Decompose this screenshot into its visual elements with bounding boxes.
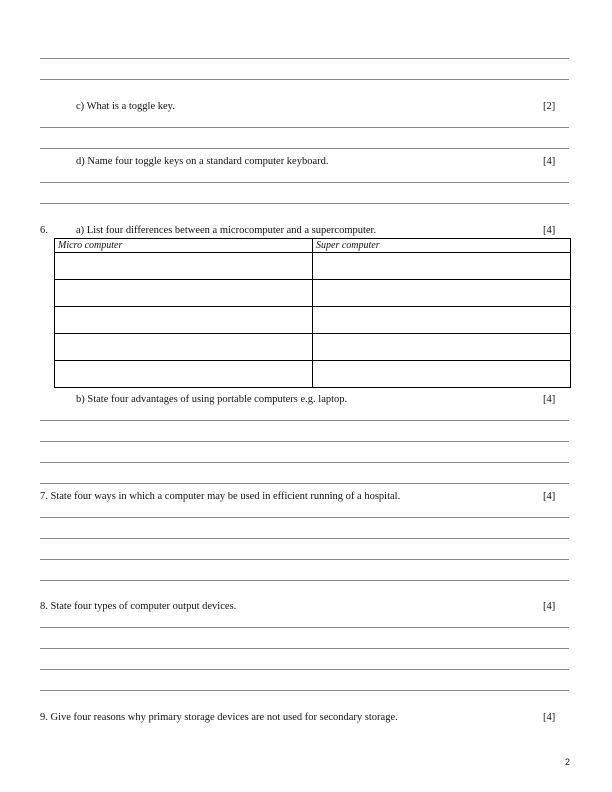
question-8-marks: [4] — [543, 601, 556, 612]
question-9-text: 9. Give four reasons why primary storage devices are not used for secondary storage. — [40, 712, 398, 723]
answer-line — [40, 580, 569, 581]
table-row — [55, 361, 571, 388]
answer-line — [40, 127, 569, 128]
question-9-marks: [4] — [543, 712, 556, 723]
question-6b-marks: [4] — [543, 394, 556, 405]
answer-line — [40, 559, 569, 560]
table-cell[interactable] — [55, 334, 313, 361]
question-6b-text: b) State four advantages of using portable computers e.g. laptop. — [76, 394, 348, 405]
answer-line — [40, 182, 569, 183]
question-7-marks: [4] — [543, 491, 556, 502]
question-5d-text: d) Name four toggle keys on a standard computer keyboard. — [76, 156, 329, 167]
question-6-number: 6. — [40, 225, 48, 236]
table-cell[interactable] — [55, 361, 313, 388]
table-row — [55, 280, 571, 307]
table-cell[interactable] — [313, 334, 571, 361]
answer-line — [40, 148, 569, 149]
answer-line — [40, 441, 569, 442]
table-cell[interactable] — [55, 280, 313, 307]
question-8-text: 8. State four types of computer output devices. — [40, 601, 237, 612]
answer-line — [40, 420, 569, 421]
question-6a-marks: [4] — [543, 225, 556, 236]
answer-line — [40, 203, 569, 204]
question-7-text: 7. State four ways in which a computer may be used in efficient running of a hospital. — [40, 491, 401, 502]
page-number: 2 — [565, 757, 571, 767]
comparison-table — [54, 238, 571, 388]
answer-line — [40, 483, 569, 484]
answer-line — [40, 627, 569, 628]
answer-line — [40, 58, 569, 59]
table-row — [55, 307, 571, 334]
answer-line — [40, 669, 569, 670]
table-cell[interactable] — [55, 253, 313, 280]
question-5c-marks: [2] — [543, 101, 556, 112]
answer-line — [40, 517, 569, 518]
question-5c-text: c) What is a toggle key. — [76, 101, 175, 112]
answer-line — [40, 690, 569, 691]
table-cell[interactable] — [313, 253, 571, 280]
table-header-row — [55, 239, 571, 253]
answer-line — [40, 648, 569, 649]
table-header-micro: Micro computer — [55, 239, 313, 253]
table-cell[interactable] — [55, 307, 313, 334]
question-5d-marks: [4] — [543, 156, 556, 167]
answer-line — [40, 79, 569, 80]
answer-line — [40, 462, 569, 463]
table-cell[interactable] — [313, 307, 571, 334]
table-row — [55, 334, 571, 361]
answer-line — [40, 538, 569, 539]
table-cell[interactable] — [313, 280, 571, 307]
question-6a-text: a) List four differences between a microcomputer and a supercomputer. — [76, 225, 377, 236]
table-header-super: Super computer — [313, 239, 571, 253]
table-cell[interactable] — [313, 361, 571, 388]
table-row — [55, 253, 571, 280]
